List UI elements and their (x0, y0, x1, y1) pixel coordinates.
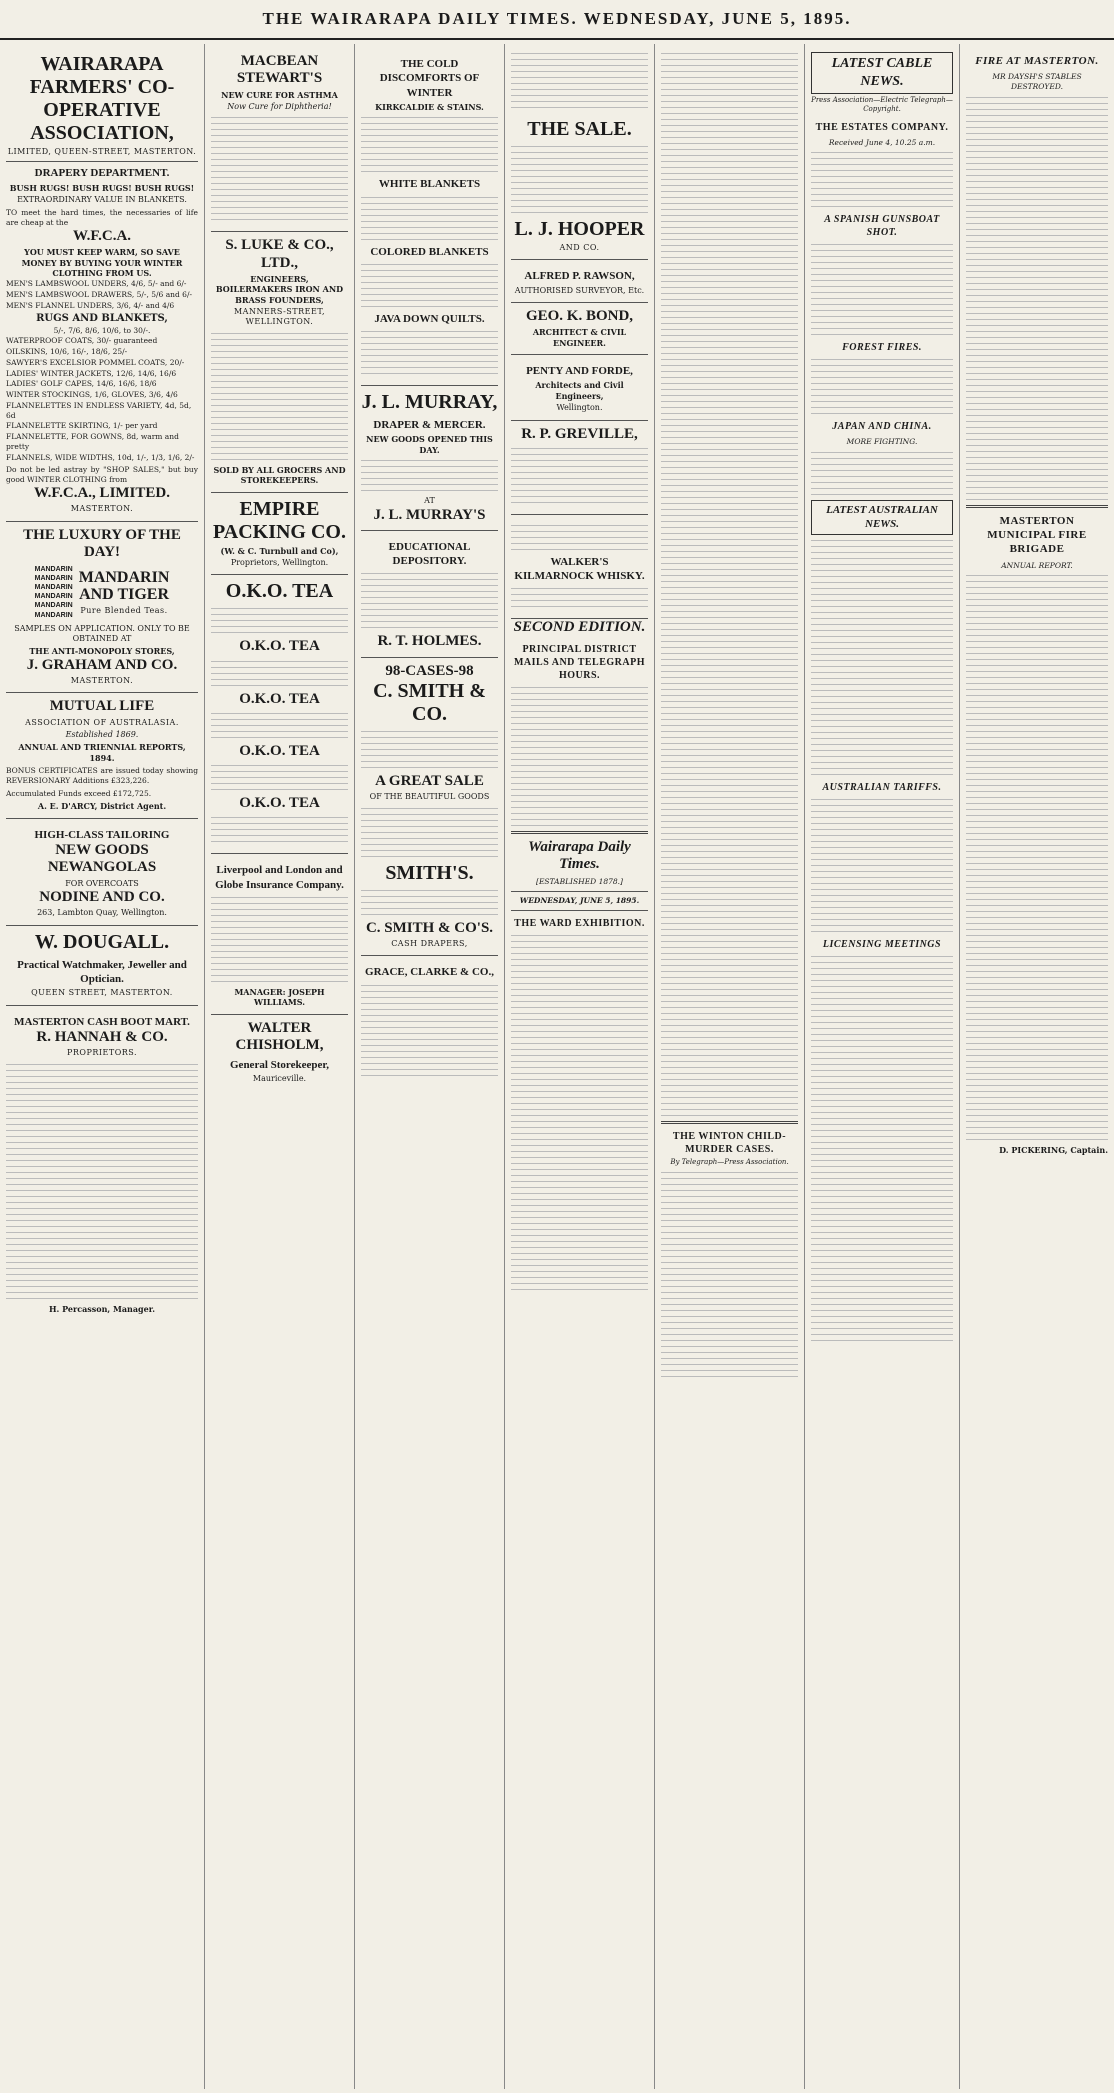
kirk-colored-blankets: COLORED BLANKETS (370, 245, 489, 258)
mandarin-logo (6, 565, 198, 620)
column-6 (805, 44, 960, 2089)
penty-ad (511, 355, 648, 420)
luxury-tea-ad (6, 522, 198, 694)
price-item: FLANNELETTE SKIRTING, 1/- per yard (6, 421, 158, 431)
paper-title: Wairarapa Daily Times. (528, 838, 631, 872)
smith-ad (361, 658, 498, 957)
price-item: FLANNELETTE, FOR GOWNS, 8d, warm and pretty (6, 432, 179, 451)
bond-role: ARCHITECT & CIVIL ENGINEER. (532, 327, 627, 348)
hooper-sub: AND CO. (559, 243, 600, 252)
nodine-firm: NODINE AND CO. (39, 889, 165, 906)
fighting-head: MORE FIGHTING. (846, 437, 918, 447)
oko-tea-ad (211, 575, 348, 854)
licensing-head: LICENSING MEETINGS (822, 938, 942, 950)
liverpool-ad (211, 854, 348, 1014)
luke-ad (211, 232, 348, 492)
hannah-sub: PROPRIETORS. (66, 1048, 138, 1058)
empire-sub: (W. & C. Turnbull and Co), (220, 545, 339, 556)
fire-title: FIRE AT MASTERTON. (975, 55, 1099, 67)
kirk-title: THE COLD DISCOMFORTS OF WINTER (379, 58, 480, 99)
smith-of: OF THE BEAUTIFUL GOODS (369, 792, 490, 802)
sold-by-grocers: SOLD BY ALL GROCERS AND STOREKEEPERS. (213, 464, 346, 486)
brand-tiger: AND TIGER (79, 586, 170, 604)
chisholm-trade: General Storekeeper, (230, 1059, 329, 1072)
column-5 (655, 44, 805, 2089)
column-1 (0, 44, 205, 2089)
penty-role: Architects and Civil Engineers, (535, 380, 624, 401)
rawson-name: ALFRED P. RAWSON, (524, 270, 635, 283)
estates-head: THE ESTATES COMPANY. (815, 121, 949, 133)
smith-cases: 98-CASES-98 (385, 662, 474, 679)
empire-title: EMPIRE PACKING CO. (213, 497, 346, 543)
bond-name: GEO. K. BOND, (525, 308, 634, 325)
price-item: RUGS AND BLANKETS, (36, 312, 168, 324)
fire-sub: MR DAYSH'S STABLES DESTROYED. (992, 72, 1082, 92)
oko-line: O.K.O. TEA (239, 638, 320, 655)
tailor-overcoats: FOR OVERCOATS (65, 878, 139, 888)
hannah-title: MASTERTON CASH BOOT MART. (14, 1015, 190, 1028)
tailoring-ad (6, 819, 198, 926)
tailor-title: HIGH-CLASS TAILORING (34, 828, 170, 841)
paper-leader (511, 839, 648, 1290)
macbean-sub: NEW CURE FOR ASTHMA (221, 89, 338, 100)
murray-name: J. L. MURRAY, (361, 391, 498, 414)
edition-sub: PRINCIPAL DISTRICT MAILS AND TELEGRAPH HOURS. (513, 643, 645, 681)
brigade-sig: D. PICKERING, Captain. (999, 1145, 1108, 1156)
farmers-price-list (6, 279, 198, 462)
farmers-sig: W.F.C.A., LIMITED. (33, 484, 170, 501)
brigade-title: MASTERTON MUNICIPAL FIRE BRIGADE (987, 514, 1087, 556)
mutual-life-ad (6, 693, 198, 818)
oko-line: O.K.O. TEA (239, 742, 320, 759)
rawson-role: AUTHORISED SURVEYOR, Etc. (514, 285, 645, 295)
luke-trade: ENGINEERS, BOILERMAKERS IRON AND BRASS FOUNDERS, (215, 273, 344, 305)
price-item: FLANNELETTES IN ENDLESS VARIETY, 4d, 5d, 6d (6, 400, 192, 420)
price-item: 5/-, 7/6, 8/6, 10/6, to 30/-. (53, 325, 151, 335)
nodine-addr: 263, Lambton Quay, Wellington. (37, 908, 167, 918)
chisholm-place: Mauriceville. (252, 1074, 307, 1084)
cable-title: LATEST CABLE NEWS. (811, 52, 953, 94)
macbean-ad (211, 48, 348, 232)
samples-line: SAMPLES ON APPLICATION. ONLY TO BE OBTAINED AT (14, 623, 190, 643)
farmers-place: MASTERTON. (70, 504, 134, 514)
walker-name: WALKER'S KILMARNOCK WHISKY. (514, 555, 645, 583)
mutual-agent: A. E. D'ARCY, District Agent. (37, 801, 167, 812)
oko-line: O.K.O. TEA (239, 690, 320, 707)
mutual-meeting: ANNUAL AND TRIENNIAL REPORTS, 1894. (18, 742, 186, 763)
liverpool-agent: MANAGER: JOSEPH WILLIAMS. (234, 986, 325, 1008)
brand-tag: Pure Blended Teas. (80, 605, 168, 615)
oko-line: O.K.O. TEA (239, 795, 320, 812)
penty-name: PENTY AND FORDE, (526, 365, 633, 378)
hooper-sale-ad (511, 113, 648, 260)
hannah-body (6, 1064, 198, 1299)
murray-at: AT (424, 496, 435, 506)
price-item: MEN'S FLANNEL UNDERS, 3/6, 4/- and 4/6 (6, 300, 175, 310)
sale-title: THE SALE. (527, 118, 632, 140)
grace-title: GRACE, CLARKE & CO., (365, 966, 494, 979)
kirkcaldie-ad (361, 48, 498, 386)
java-title: JAVA DOWN QUILTS. (374, 312, 485, 325)
rawson-ad (511, 260, 648, 303)
cable-byline: Press Association—Electric Telegraph—Copyright. (811, 96, 953, 114)
column-7 (960, 44, 1114, 2089)
winton-byline: By Telegraph—Press Association. (670, 1158, 789, 1166)
walker-ad (511, 515, 648, 620)
macbean-tag: Now Cure for Diphtheria! (227, 101, 332, 111)
smith-sub: CASH DRAPERS, (391, 938, 468, 948)
wfca-logo: W.F.C.A. (72, 227, 132, 244)
hannah-firm: R. HANNAH & CO. (36, 1028, 168, 1045)
store-name: THE ANTI-MONOPOLY STORES, (29, 646, 175, 657)
column-2 (205, 44, 355, 2089)
tailor-goods: NEW GOODS (55, 842, 149, 859)
bond-ad (511, 303, 648, 355)
recv-line: Received June 4, 10.25 a.m. (828, 137, 936, 147)
column-4 (505, 44, 655, 2089)
edition-title: SECOND EDITION. (513, 619, 646, 636)
forest-head: FOREST FIRES. (842, 342, 922, 354)
dougall-street: QUEEN STREET, MASTERTON. (31, 988, 173, 998)
paper-est: [ESTABLISHED 1878.] (536, 877, 623, 887)
murray-ad (361, 386, 498, 531)
farmers-intro: TO meet the hard times, the necessaries of life are cheap at the (6, 208, 198, 228)
farmers-footer: Do not be led astray by "SHOP SALES," but buy good WINTER CLOTHING from (6, 465, 198, 485)
luke-firm: S. LUKE & CO., LTD., (225, 237, 334, 271)
aus-head: LATEST AUSTRALIAN NEWS. (811, 500, 953, 535)
farmers-coop-ad (6, 48, 198, 522)
chisholm-ad (211, 1015, 348, 1091)
graham-place: MASTERTON. (70, 676, 134, 686)
greville-name: R. P. GREVILLE, (521, 425, 638, 442)
oko-title: O.K.O. TEA (225, 580, 334, 603)
japan-head: JAPAN AND CHINA. (832, 421, 932, 433)
mutual-est: Established 1869. (65, 730, 139, 740)
penty-place: Wellington. (556, 403, 603, 413)
holmes-ad (361, 531, 498, 658)
chisholm-name: WALTER CHISHOLM, (235, 1019, 324, 1053)
grace-ad (361, 956, 498, 1086)
smith-sale: A GREAT SALE (375, 772, 484, 789)
brand-mandarin: MANDARIN (78, 568, 170, 586)
murray-trade: DRAPER & MERCER. (373, 419, 486, 432)
murray-name2: J. L. MURRAY'S (373, 506, 486, 523)
graham-firm: J. GRAHAM AND CO. (26, 656, 178, 673)
price-item: SAWYER'S EXCELSIOR POMMEL COATS, 20/- (6, 357, 185, 367)
kirk-firm: KIRKCALDIE & STAINS. (375, 101, 484, 112)
paper-date: WEDNESDAY, JUNE 5, 1895. (519, 895, 640, 905)
smith-name2: C. SMITH & CO'S. (365, 919, 494, 936)
hooper-firm: L. J. HOOPER (514, 218, 645, 240)
value-line: EXTRAORDINARY VALUE IN BLANKETS. (17, 195, 187, 205)
spanish-head: A SPANISH GUNSBOAT SHOT. (824, 214, 940, 239)
smith-name: C. SMITH & CO. (373, 679, 486, 725)
hannah-manager: H. Percasson, Manager. (48, 1303, 155, 1314)
second-edition (511, 619, 648, 825)
price-item: LADIES' GOLF CAPES, 14/6, 16/6, 18/6 (6, 379, 157, 389)
luxury-title: THE LUXURY OF THE DAY! (23, 526, 181, 560)
column-3 (355, 44, 505, 2089)
price-item: WINTER STOCKINGS, 1/6, GLOVES, 3/6, 4/6 (6, 390, 178, 400)
liverpool-title: Liverpool and London and Globe Insurance Company. (215, 864, 344, 891)
murray-news: NEW GOODS OPENED THIS DAY. (366, 434, 493, 455)
holmes-name: R. T. HOLMES. (377, 633, 482, 650)
tariffs-head: AUSTRALIAN TARIFFS. (822, 781, 942, 793)
smiths: SMITH'S. (385, 861, 474, 884)
masthead (0, 0, 1114, 40)
macbean-title: MACBEAN STEWART'S (236, 53, 323, 87)
bush-rugs: BUSH RUGS! BUSH RUGS! BUSH RUGS! (9, 182, 195, 193)
farmers-title: WAIRARAPA FARMERS' CO-OPERATIVE ASSOCIATION, (29, 53, 175, 144)
empire-role: Proprietors, Wellington. (230, 557, 329, 567)
dougall-trade: Practical Watchmaker, Jeweller and Optician. (17, 958, 187, 985)
farmers-sub: LIMITED, QUEEN-STREET, MASTERTON. (7, 147, 197, 156)
price-item: MEN'S LAMBSWOOL UNDERS, 4/6, 5/- and 6/- (6, 279, 187, 289)
price-item: MEN'S LAMBSWOOL DRAWERS, 5/-, 5/6 and 6/- (6, 290, 193, 300)
luke-addr: MANNERS-STREET, WELLINGTON. (233, 306, 326, 327)
save-money-line: YOU MUST KEEP WARM, SO SAVE MONEY BY BUYING YOUR WINTER CLOTHING FROM US. (21, 247, 183, 278)
drapery-dept: DRAPERY DEPARTMENT. (34, 167, 170, 180)
tailor-newangolas: NEWANGOLAS (47, 859, 157, 876)
holmes-title: EDUCATIONAL DEPOSITORY. (388, 540, 471, 568)
dougall-name: W. DOUGALL. (34, 930, 170, 953)
masthead-title: THE WAIRARAPA DAILY TIMES. WEDNESDAY, JUNE 5, 1895. (262, 9, 852, 28)
price-item: OILSKINS, 10/6, 16/-, 18/6, 25/- (6, 347, 128, 357)
mutual-assets: Accumulated Funds exceed £172,725. (6, 788, 152, 798)
price-item: LADIES' WINTER JACKETS, 12/6, 14/6, 16/6 (6, 368, 177, 378)
leader-title: THE WARD EXHIBITION. (514, 917, 645, 929)
greville-ad (511, 421, 648, 515)
dougall-ad (6, 926, 198, 1006)
empire-ad (211, 493, 348, 576)
mutual-bonus: BONUS CERTIFICATES are issued today showing REVERSIONARY Additions £323,226. (6, 766, 198, 785)
mutual-sub: ASSOCIATION OF AUSTRALASIA. (25, 717, 179, 727)
kirk-white-blankets: WHITE BLANKETS (378, 178, 481, 191)
hannah-ad (6, 1006, 198, 1320)
winton-head: THE WINTON CHILD-MURDER CASES. (672, 1131, 787, 1155)
mandarin-stack: MANDARIN MANDARIN MANDARIN MANDARIN MANDARIN MANDARIN (34, 566, 73, 619)
price-item: WATERPROOF COATS, 30/- guaranteed (6, 336, 158, 346)
mutual-title: MUTUAL LIFE (49, 698, 155, 715)
brigade-sub: ANNUAL REPORT. (1001, 560, 1073, 570)
price-item: FLANNELS, WIDE WIDTHS, 10d, 1/-, 1/3, 1/6, 2/- (6, 452, 195, 462)
